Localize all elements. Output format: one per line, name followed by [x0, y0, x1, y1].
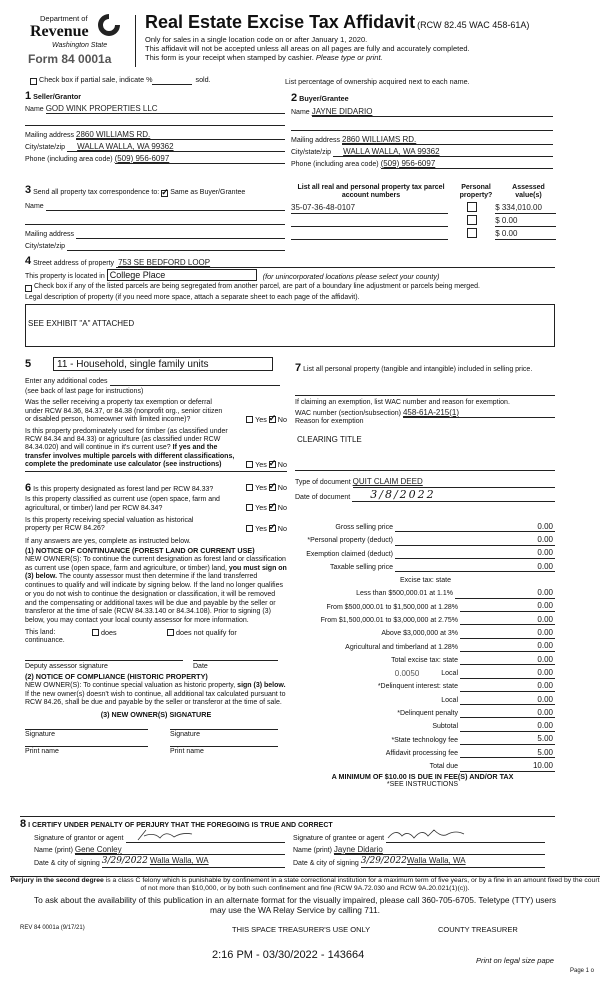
exemption-answer — [246, 416, 287, 425]
dor-logo — [28, 12, 128, 70]
notice-compliance-text-b: If the new owner(s) doesn't wish to continue, all additional tax calculated pursuant to RCW 84.26, shall be due and payable by the seller or transferor at the time of sale. — [25, 690, 286, 707]
subtotal-field[interactable]: 0.00 — [490, 721, 555, 732]
owner-print-1-field[interactable] — [25, 746, 148, 747]
section-seller — [25, 90, 285, 164]
partial-sale-suffix: sold. — [195, 75, 211, 84]
tax-leader — [455, 590, 490, 599]
section-personal-property — [295, 362, 555, 502]
deputy-date-label: Date — [193, 662, 208, 670]
owner-signature-1-label: Signature — [25, 730, 55, 738]
tax-row — [290, 705, 555, 718]
section-land-use — [25, 357, 287, 472]
tax-row — [290, 758, 555, 771]
exemption-claim-label: If claiming an exemption, list WAC number and reason for exemption. — [295, 399, 510, 407]
current-use-yes-checkbox[interactable] — [246, 504, 253, 511]
tax-leader — [460, 630, 490, 639]
tax-row — [290, 519, 555, 532]
grantor-signature-field[interactable] — [126, 834, 285, 843]
tax-row — [290, 572, 555, 585]
section-buyer — [291, 92, 553, 169]
section-6-number: 6 — [25, 482, 32, 494]
tax-label: Taxable selling price — [329, 563, 393, 571]
personal-property-deduct-field[interactable]: 0.00 — [490, 535, 555, 546]
notice-continuance-text-a: NEW OWNER(S): To continue the current designation as forest land or classification as current use (open space, farm and agriculture, or timber) land, — [25, 555, 286, 572]
tax-row — [290, 585, 555, 598]
dept-line: Department of — [40, 14, 88, 23]
form-title: Real Estate Excise Tax Affidavit — [145, 12, 416, 32]
located-select[interactable]: College Place — [107, 269, 257, 281]
parcel-number-field[interactable]: 35-07-36-48-0107 — [291, 203, 448, 214]
section-8-number: 8 — [20, 818, 27, 830]
parcel-number-field[interactable] — [291, 218, 448, 227]
owner-print-1-label: Print name — [25, 748, 59, 756]
tax-leader — [460, 670, 490, 679]
timber-answer — [246, 461, 287, 470]
this-land-label: This land: — [25, 628, 56, 636]
buyer-name-field[interactable]: JAYNE DIDARIO — [312, 107, 553, 118]
tax-label: *Delinquent interest: state — [377, 683, 458, 691]
seller-name-line2[interactable] — [25, 114, 285, 126]
buyer-phone-label: Phone (including area code) — [291, 160, 379, 168]
print-legal-note: Print on legal size pape — [476, 956, 554, 965]
section-4-number: 4 — [25, 255, 32, 267]
excise-tax-state-heading: Excise tax: state — [400, 577, 451, 585]
yes-label: Yes — [255, 524, 267, 534]
corr-mailing-label: Mailing address — [25, 230, 75, 238]
tax-label: *State technology fee — [391, 736, 458, 744]
total-due-field[interactable]: 10.00 — [490, 761, 555, 772]
buyer-name-label: Name — [291, 108, 310, 116]
buyer-name-line2[interactable] — [291, 117, 553, 131]
grantor-name-label: Name (print) — [34, 846, 73, 854]
owner-signature-1-field[interactable] — [25, 729, 148, 730]
buyer-mailing-label: Mailing address — [291, 136, 341, 144]
personal-property-field[interactable] — [295, 395, 555, 396]
local-tax-field[interactable]: 0.00 — [490, 668, 555, 679]
tax-leader — [395, 550, 490, 559]
tax-leader — [460, 603, 490, 612]
street-label: Street address of property — [33, 259, 115, 267]
tax-row — [290, 692, 555, 705]
tax-leader — [395, 523, 490, 532]
tax-label: *Personal property (deduct) — [307, 537, 393, 545]
doc-date-label: Date of document — [295, 493, 351, 501]
tax-label: Total due — [429, 763, 458, 771]
legal-label: Legal description of property (if you need more space, attach a separate sheet to each page of the affidavit). — [25, 293, 360, 301]
technology-fee-field[interactable]: 5.00 — [490, 734, 555, 745]
tax-leader — [460, 736, 490, 745]
see-instructions-note: *SEE INSTRUCTIONS — [386, 781, 459, 789]
section-2-number: 2 — [291, 92, 298, 104]
forest-answer — [246, 484, 287, 493]
tax-row — [290, 679, 555, 692]
delinquent-interest-local-field[interactable]: 0.00 — [490, 695, 555, 706]
deputy-date-field[interactable] — [193, 660, 278, 661]
taxable-selling-price-field[interactable]: 0.00 — [490, 562, 555, 573]
section-correspondence — [25, 184, 285, 251]
tax-label: Gross selling price — [335, 523, 393, 531]
timber-yes-checkbox[interactable] — [246, 461, 253, 468]
continuance-label: continuance. — [25, 637, 65, 645]
tax-leader — [395, 563, 490, 572]
header-note-1: Only for sales in a single location code on or after January 1, 2020. — [145, 34, 368, 44]
seller-city-field[interactable]: WALLA WALLA, WA 99362 — [67, 142, 285, 153]
tax-row — [290, 652, 555, 665]
gross-selling-price-field[interactable]: 0.00 — [490, 522, 555, 533]
deputy-signature-field[interactable] — [25, 660, 183, 661]
page-number: Page 1 o — [570, 968, 595, 974]
tax-bracket-1-field[interactable]: 0.00 — [490, 588, 555, 599]
legal-description-field[interactable] — [25, 304, 555, 347]
tax-label: From $1,500,000.01 to $3,000,000 at 2.75% — [320, 616, 458, 624]
section-3-number: 3 — [25, 184, 32, 196]
tax-row — [290, 732, 555, 745]
corr-name-line2[interactable] — [25, 211, 285, 225]
seller-name-label: Name — [25, 105, 44, 113]
parcel-row — [291, 201, 556, 214]
tax-row — [290, 639, 555, 652]
does-qualify-checkbox[interactable] — [92, 629, 99, 636]
owner-print-2-label: Print name — [170, 748, 204, 756]
parcels-table — [291, 184, 556, 240]
tax-label: *Delinquent penalty — [397, 710, 458, 718]
personal-property-label: List all personal property (tangible and intangible) included in selling price. — [303, 366, 533, 373]
dor-swirl-icon — [96, 12, 122, 38]
located-label: This property is located in — [25, 272, 105, 280]
tax-row — [290, 625, 555, 638]
grantor-date-label: Date & city of signing — [34, 859, 100, 867]
certify-statement: I CERTIFY UNDER PENALTY OF PERJURY THAT THE FOREGOING IS TRUE AND CORRECT — [28, 822, 333, 829]
partial-sale-percent-field[interactable] — [152, 77, 192, 85]
yes-label: Yes — [255, 459, 267, 469]
notice-continuance-title: (1) NOTICE OF CONTINUANCE (FOREST LAND OR CURRENT USE) — [25, 546, 255, 556]
seller-title: Seller/Grantor — [33, 92, 82, 101]
tax-leader — [460, 723, 490, 732]
form-title-ref: (RCW 82.45 WAC 458-61A) — [417, 20, 530, 30]
historic-yes-checkbox[interactable] — [246, 525, 253, 532]
partial-sale-label: Check box if partial sale, indicate % — [39, 75, 153, 84]
parcel-row — [291, 214, 556, 227]
no-label: No — [277, 483, 287, 492]
yes-instructions: If any answers are yes, complete as instructed below. — [25, 537, 191, 545]
grantee-name-field[interactable]: Jayne Didario — [334, 845, 545, 856]
tax-leader — [460, 696, 490, 705]
grantor-name-field[interactable]: Gene Conley — [75, 845, 285, 856]
grantee-signature-scribble — [386, 826, 466, 842]
header-note-2: This affidavit will not be accepted unless all areas on all pages are fully and accurately completed. — [145, 43, 470, 53]
seller-phone-field[interactable]: (509) 956-6097 — [115, 154, 285, 165]
header-divider — [135, 15, 136, 67]
buyer-mailing-field[interactable]: 2860 WILLIAMS RD. — [342, 135, 553, 146]
grantee-city: Walla Walla, WA — [406, 856, 466, 866]
segregated-label: Check box if any of the listed parcels are being segregated from another parcel, are part of a boundary line adjustment or parcels being merged. — [34, 283, 480, 291]
legal-description-text: SEE EXHIBIT "A" ATTACHED — [28, 318, 135, 328]
tax-row — [290, 718, 555, 731]
does-not-label: does not qualify for — [176, 627, 237, 637]
tax-label: Affidavit processing fee — [385, 749, 458, 757]
buyer-title: Buyer/Grantee — [299, 94, 349, 103]
perjury-bold: Perjury in the second degree — [10, 877, 104, 884]
assessed-value-field[interactable]: $ 334,010.00 — [495, 203, 556, 214]
personal-property-checkbox[interactable] — [467, 202, 477, 212]
reason-line[interactable] — [295, 470, 555, 471]
doc-type-field[interactable]: QUIT CLAIM DEED — [353, 477, 555, 488]
minimum-due-note: A MINIMUM OF $10.00 IS DUE IN FEE(S) AND/OR TAX — [331, 771, 514, 781]
treasurer-use-label: THIS SPACE TREASURER'S USE ONLY — [232, 925, 371, 934]
notice-compliance-text-a: NEW OWNER(S): To continue special valuation as historic property, — [25, 681, 236, 689]
no-label: No — [277, 414, 287, 424]
county-treasurer-label: COUNTY TREASURER — [438, 925, 518, 934]
additional-codes-label: Enter any additional codes — [25, 377, 108, 385]
agricultural-tax-field[interactable]: 0.00 — [490, 641, 555, 652]
form-number: Form 84 0001a — [28, 52, 112, 66]
tax-row — [290, 665, 555, 678]
section-5-number: 5 — [25, 357, 32, 370]
no-label: No — [277, 459, 287, 469]
does-label: does — [101, 627, 117, 637]
same-as-buyer-checkbox[interactable] — [161, 190, 168, 197]
owner-signature-2-label: Signature — [170, 730, 200, 738]
wac-label: WAC number (section/subsection) — [295, 409, 401, 417]
parcels-header-assessed: Assessed value(s) — [512, 184, 545, 200]
tax-row — [290, 546, 555, 559]
section-certification — [20, 816, 555, 868]
additional-codes-note: (see back of last page for instructions) — [25, 388, 144, 395]
exemption-claimed-field[interactable]: 0.00 — [490, 548, 555, 559]
yes-label: Yes — [255, 483, 267, 492]
exemption-no-checkbox[interactable] — [269, 416, 276, 423]
wac-field[interactable]: 458-61A-215(1) — [403, 408, 555, 419]
grantor-signature-scribble — [136, 828, 196, 842]
tax-calculation — [290, 519, 555, 790]
partial-sale-row — [30, 76, 211, 85]
doc-type-label: Type of document — [295, 479, 351, 487]
reason-field[interactable]: CLEARING TITLE — [297, 434, 362, 444]
grantee-date-city-field[interactable] — [361, 856, 545, 868]
current-use-no-checkbox[interactable] — [269, 504, 276, 511]
perjury-notice — [10, 876, 600, 893]
section-7-number: 7 — [295, 362, 302, 374]
tax-label: Local — [441, 670, 458, 678]
seller-phone-label: Phone (including area code) — [25, 155, 113, 163]
forest-question: Is this property designated as forest land per RCW 84.33? — [33, 486, 214, 493]
grantee-date: 3/29/2022 — [360, 856, 407, 867]
buyer-city-field[interactable]: WALLA WALLA, WA 99362 — [333, 147, 553, 158]
correspondence-label: Send all property tax correspondence to: — [33, 188, 160, 196]
processing-fee-field[interactable]: 5.00 — [490, 748, 555, 759]
grantor-date-city-field[interactable] — [102, 856, 285, 868]
buyer-phone-field[interactable]: (509) 956-6097 — [381, 159, 553, 170]
delinquent-interest-state-field[interactable]: 0.00 — [490, 681, 555, 692]
current-use-question: Is this property classified as current use (open space, farm and agricultural, or timber) land per RCW 84.34? — [25, 496, 220, 512]
tax-leader — [460, 616, 490, 625]
section-forest-land — [25, 482, 287, 757]
timber-question: Is this property predominately used for timber (as classified under RCW 84.34 and 84.33) or agriculture (as classified under RCW 84.34.020) and will continue in it's current use? — [25, 427, 228, 452]
rev-number: REV 84 0001a (9/17/21) — [20, 925, 85, 931]
tax-bracket-3-field[interactable]: 0.00 — [490, 615, 555, 626]
parcel-number-field[interactable] — [291, 231, 448, 240]
owner-print-2-field[interactable] — [170, 746, 278, 747]
timber-question-bold: If yes and the transfer involves multiple parcels with different classifications, complete the predominate use calculator (see instructions) — [25, 444, 235, 469]
tax-label: Local — [441, 696, 458, 704]
notice-compliance-bold: sign (3) below. — [237, 681, 286, 689]
exemption-question: Was the seller receiving a property tax exemption or deferral under RCW 84.36, 84.37, or 84.38 (nonprofit org., senior citizen or disabled person, homeowner with limited income)? — [25, 399, 223, 424]
section-1-number: 1 — [25, 90, 32, 102]
assessed-value-field[interactable]: $ 0.00 — [495, 216, 556, 227]
notice-compliance-title: (2) NOTICE OF COMPLIANCE (HISTORIC PROPERTY) — [25, 672, 208, 682]
tax-leader — [460, 709, 490, 718]
owner-signature-2-field[interactable] — [170, 729, 278, 730]
corr-name-field[interactable] — [46, 202, 285, 211]
tax-leader — [460, 656, 490, 665]
exemption-yes-checkbox[interactable] — [246, 416, 253, 423]
timber-no-checkbox[interactable] — [269, 461, 276, 468]
grantee-block — [285, 831, 545, 868]
no-label: No — [277, 524, 287, 534]
grantor-date: 3/29/2022 — [101, 856, 148, 867]
notice-continuance-text-b: The county assessor must then determine if the land transferred continues to qualify and will indicate by signing below. If the land no longer qualifies or you do not wish to continue the designation or classification, it will be removed and the compensating or additional taxes will be due and payable by the seller or transferor at the time of sale (RCW 84.33.140 or 84.34.108). Prior to signing (3) below, you may contact your local county assessor for more information. — [25, 573, 283, 625]
yes-label: Yes — [255, 503, 267, 513]
personal-property-checkbox[interactable] — [467, 228, 477, 238]
tax-row — [290, 532, 555, 545]
dept-state: Washington State — [52, 42, 108, 49]
deputy-signature-label: Deputy assessor signature — [25, 662, 108, 670]
dept-name: Revenue — [30, 23, 89, 40]
located-note: (for unincorporated locations please select your county) — [262, 271, 440, 281]
tax-leader — [395, 537, 490, 546]
forest-yes-checkbox[interactable] — [246, 484, 253, 491]
seller-mailing-field[interactable]: 2860 WILLIAMS RD. — [76, 130, 285, 141]
header-text — [145, 12, 529, 62]
local-rate: 0.0050 — [394, 668, 420, 678]
recording-stamp: 2:16 PM - 03/30/2022 - 143664 — [212, 949, 365, 961]
grantor-sig-label: Signature of grantor or agent — [34, 834, 124, 842]
ownership-note: List percentage of ownership acquired next to each name. — [285, 77, 470, 86]
tax-label: Exemption claimed (deduct) — [306, 550, 393, 558]
section-property — [25, 255, 555, 347]
same-as-buyer-label: Same as Buyer/Grantee — [170, 188, 246, 196]
alt-format-notice: To ask about the availability of this publication in an alternate format for the visually impaired, please call 360-705-6705. Teletype (TTY) users may use the WA Relay Service by calling 711. — [33, 895, 557, 915]
historic-answer — [246, 525, 287, 534]
tax-row — [290, 599, 555, 612]
tax-row — [290, 745, 555, 758]
tax-bracket-2-field[interactable]: 0.00 — [490, 601, 555, 612]
tax-label: Less than $500,000.01 at 1.1% — [356, 590, 453, 598]
historic-no-checkbox[interactable] — [269, 525, 276, 532]
tax-bracket-4-field[interactable]: 0.00 — [490, 628, 555, 639]
grantee-name-label: Name (print) — [293, 846, 332, 854]
perjury-text: is a class C felony which is punishable by confinement in a state correctional institution for a maximum term of five years, or by a fine in an amount fixed by the court of not more than $10,000, or by both such confinement and fine (RCW 9A.72.030 and RCW 9A.20.021(1)(c)). — [105, 877, 600, 892]
parcels-header-parcel: List all real and personal property tax parcel account numbers — [297, 184, 445, 200]
tax-label: Agricultural and timberland at 1.28% — [345, 643, 458, 651]
tax-leader — [460, 749, 490, 758]
tax-row — [290, 559, 555, 572]
tax-label: Subtotal — [432, 723, 458, 731]
seller-city-label: City/state/zip — [25, 143, 66, 151]
partial-sale-checkbox[interactable] — [30, 78, 37, 85]
parcels-header-personal: Personal property? — [459, 184, 493, 200]
tax-leader — [460, 763, 490, 772]
delinquent-penalty-field[interactable]: 0.00 — [490, 708, 555, 719]
corr-name-label: Name — [25, 202, 44, 210]
yes-label: Yes — [255, 414, 267, 424]
grantee-sig-label: Signature of grantee or agent — [293, 834, 385, 842]
notice-continuance-bold: you must sign on (3) below. — [25, 564, 287, 581]
corr-mailing-field[interactable] — [76, 230, 285, 239]
grantor-block — [20, 831, 285, 868]
no-label: No — [277, 503, 287, 513]
parcel-row — [291, 227, 556, 240]
doc-date-field[interactable]: 3/8/2022 — [352, 488, 555, 502]
corr-city-label: City/state/zip — [25, 242, 66, 250]
tax-leader — [460, 643, 490, 652]
tax-label: Total excise tax: state — [391, 656, 458, 664]
land-use-select[interactable]: 11 - Household, single family units — [53, 357, 273, 371]
header-note-3: This form is your receipt when stamped by cashier. — [145, 52, 314, 62]
buyer-city-label: City/state/zip — [291, 148, 332, 156]
additional-codes-field[interactable] — [110, 377, 281, 386]
current-use-answer — [246, 504, 287, 513]
assessed-value-field[interactable]: $ 0.00 — [495, 229, 556, 240]
personal-property-checkbox[interactable] — [467, 215, 477, 225]
seller-name-field[interactable]: GOD WINK PROPERTIES LLC — [46, 104, 285, 115]
street-field[interactable]: 753 SE BEDFORD LOOP — [116, 258, 555, 269]
header-note-3-italic: Please type or print. — [315, 52, 383, 62]
grantor-city: Walla Walla, WA — [149, 856, 209, 866]
corr-city-field[interactable] — [67, 242, 285, 251]
tax-label: Above $3,000,000 at 3% — [381, 630, 458, 638]
seller-mailing-label: Mailing address — [25, 131, 75, 139]
segregated-checkbox[interactable] — [25, 285, 32, 292]
tax-label: From $500,000.01 to $1,500,000 at 1.28% — [326, 603, 458, 611]
tax-row — [290, 612, 555, 625]
forest-no-checkbox[interactable] — [269, 484, 276, 491]
does-not-qualify-checkbox[interactable] — [167, 629, 174, 636]
grantee-date-label: Date & city of signing — [293, 859, 359, 867]
historic-question: Is this property receiving special valuation as historical property per RCW 84.26? — [25, 516, 194, 533]
reason-label: Reason for exemption — [295, 418, 364, 426]
owner-signature-title: (3) NEW OWNER(S) SIGNATURE — [100, 710, 212, 720]
grantee-signature-field[interactable] — [386, 834, 545, 843]
tax-leader — [460, 683, 490, 692]
total-excise-state-field[interactable]: 0.00 — [490, 655, 555, 666]
